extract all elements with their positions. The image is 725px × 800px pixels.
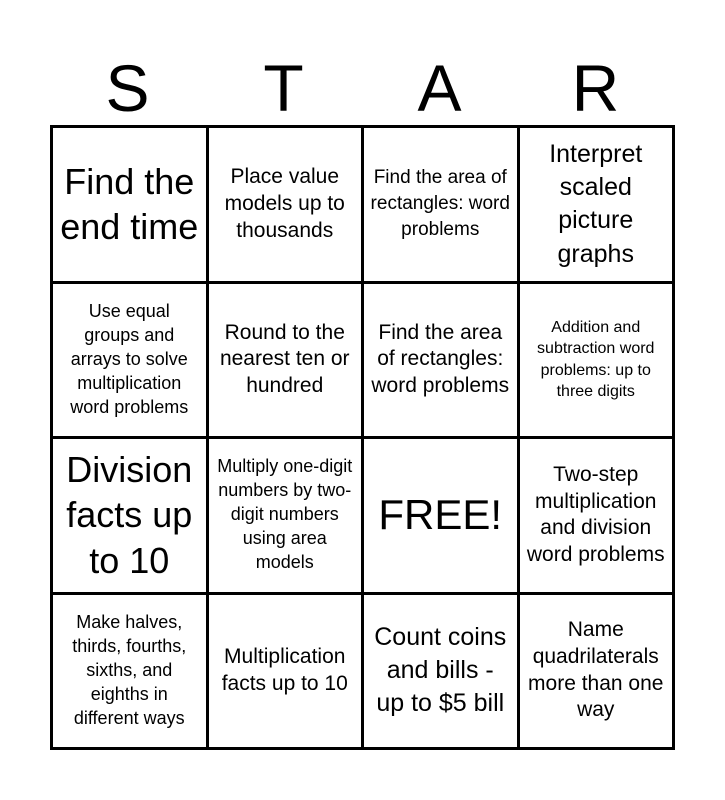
cell-text: Multiplication facts up to 10 [221, 645, 348, 695]
bingo-cell-r3-c2[interactable] [209, 439, 362, 592]
bingo-cell-r1-c3[interactable] [364, 128, 517, 281]
cell-text: Round to the nearest ten or hundred [219, 320, 350, 398]
cell-text: Name quadrilaterals more than one way [528, 618, 664, 722]
bingo-cell-r1-c4[interactable] [520, 128, 673, 281]
free-space-text: FREE! [378, 491, 503, 539]
header-letter-t: T [263, 51, 304, 125]
bingo-grid [50, 125, 675, 750]
bingo-cell-r2-c1[interactable] [53, 284, 206, 437]
header-letter-a: A [417, 51, 462, 125]
cell-text: Division facts up to 10 [66, 448, 193, 582]
bingo-cell-r1-c1[interactable] [53, 128, 206, 281]
cell-text: Interpret scaled picture graphs [549, 139, 643, 268]
bingo-cell-r4-c2[interactable] [209, 595, 362, 748]
bingo-cell-r4-c4[interactable] [520, 595, 673, 748]
bingo-cell-r4-c1[interactable] [53, 595, 206, 748]
cell-text: Place value models up to thousands [224, 165, 345, 242]
cell-text: Count coins and bills - up to $5 bill [374, 622, 507, 718]
bingo-cell-r2-c4[interactable] [520, 284, 673, 437]
cell-text: Multiply one-digit numbers by two-digit numbers using area models [217, 456, 353, 573]
cell-text: Find the area of rectangles: word problems [371, 320, 510, 398]
bingo-cell-r2-c3[interactable] [364, 284, 517, 437]
cell-text: Addition and subtraction word problems: up to three digits [537, 318, 655, 401]
bingo-cell-r4-c3[interactable] [364, 595, 517, 748]
bingo-header [50, 52, 675, 124]
header-letter-r: R [571, 51, 620, 125]
cell-text: Find the area of rectangles: word problems [370, 166, 510, 241]
cell-text: Find the end time [60, 160, 199, 248]
bingo-cell-r1-c2[interactable] [209, 128, 362, 281]
bingo-cell-free[interactable] [364, 439, 517, 592]
header-letter-s: S [105, 51, 150, 125]
cell-text: Make halves, thirds, fourths, sixths, and eighths in different ways [72, 611, 187, 728]
bingo-cell-r2-c2[interactable] [209, 284, 362, 437]
cell-text: Two-step multiplication and division word problems [526, 462, 665, 566]
cell-text: Use equal groups and arrays to solve multiplication word problems [70, 300, 189, 417]
bingo-cell-r3-c1[interactable] [53, 439, 206, 592]
bingo-cell-r3-c4[interactable] [520, 439, 673, 592]
